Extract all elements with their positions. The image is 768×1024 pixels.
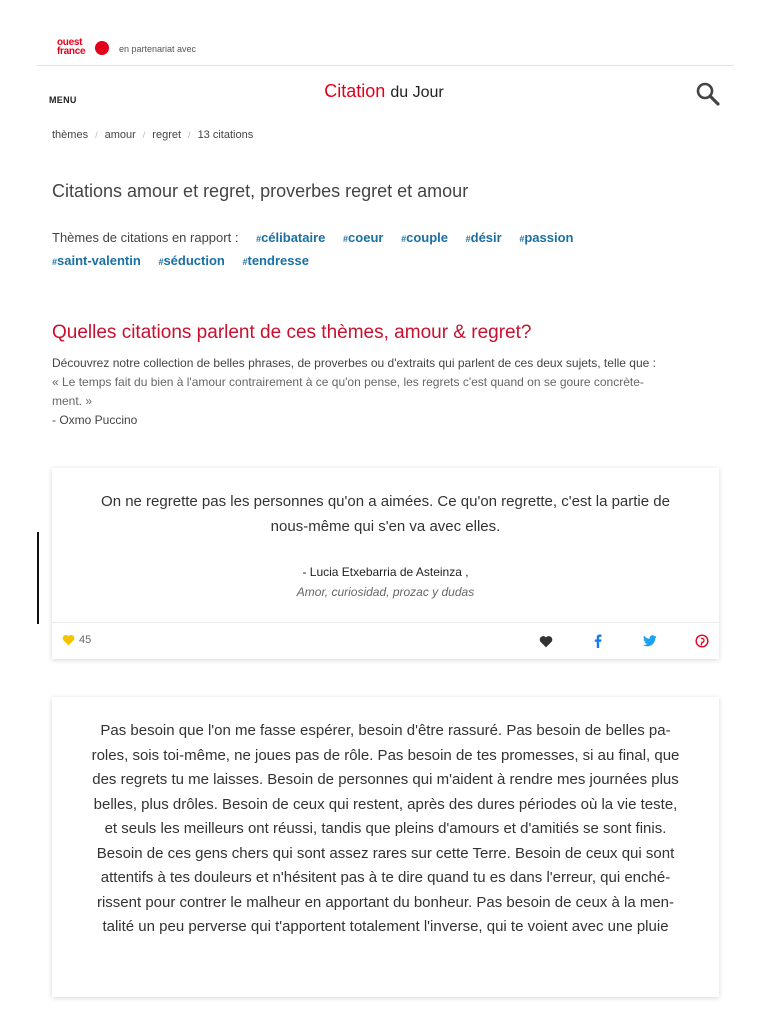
quote-line: et seuls les meilleurs ont réussi, tandis que pleins d'amours et d'amitiés se sont finis. <box>104 820 667 837</box>
quote-line: rissent pour contrer le malheur en apportant du bonheur. Pas besoin de ceux à la men- <box>96 893 675 911</box>
hash-icon: # <box>158 257 164 267</box>
hash-icon: # <box>401 234 407 244</box>
quote-card <box>52 468 719 659</box>
partner-text: en partenariat avec <box>119 44 197 54</box>
quote-line: des regrets tu me laisses. Besoin de personnes qui m'aident à rendre mes journées plus <box>92 771 679 788</box>
tag-label: célibataire <box>261 230 326 245</box>
pinterest-share-button[interactable] <box>694 633 710 649</box>
favorite-button[interactable] <box>538 633 554 649</box>
hash-icon: # <box>256 234 262 244</box>
tag-passion[interactable] <box>519 230 573 245</box>
menu-button[interactable]: MENU <box>49 95 77 105</box>
search-icon[interactable] <box>695 81 721 107</box>
hash-icon: # <box>242 257 248 267</box>
quote-line: nous-même qui s'en va avec elles. <box>270 517 501 535</box>
ouest-france-logo[interactable] <box>57 38 111 60</box>
logo-circle-icon <box>95 41 109 55</box>
example-quote-author: - Oxmo Puccino <box>52 413 138 427</box>
tag-seduction[interactable] <box>158 253 224 268</box>
hash-icon: # <box>465 234 471 244</box>
breadcrumb <box>52 129 253 141</box>
quote-line: belles, plus drôles. Besoin de ceux qui restent, après des dures périodes où la vie teste, <box>93 795 678 813</box>
quote-line: roles, sois toi-même, ne joues pas de rôle. Pas besoin de tes promesses, si au final, que <box>91 746 680 764</box>
tag-tendresse[interactable] <box>242 253 308 268</box>
section-intro <box>52 354 720 430</box>
quote-line: Pas besoin que l'on me fasse espérer, besoin d'être rassuré. Pas besoin de belles pa- <box>100 722 671 739</box>
tag-couple[interactable] <box>401 230 448 245</box>
example-quote-line: « Le temps fait du bien à l'amour contrairement à ce qu'on pense, les regrets c'est quand on se goure concrète- <box>52 375 644 389</box>
facebook-share-button[interactable] <box>590 633 606 649</box>
tag-label: désir <box>470 230 502 245</box>
logo-line-2: france <box>57 46 86 57</box>
partner-bar <box>37 30 734 66</box>
tag-label: passion <box>524 230 574 245</box>
like-count: 45 <box>79 634 92 646</box>
tag-celibataire[interactable] <box>256 230 325 245</box>
quote-line: Besoin de ces gens chers qui sont assez rares sur cette Terre. Besoin de ceux qui sont <box>96 844 675 862</box>
like-counter[interactable] <box>62 634 91 646</box>
quote-card-footer <box>52 622 719 659</box>
related-themes <box>52 227 712 273</box>
breadcrumb-regret[interactable]: regret <box>152 129 182 141</box>
tag-label: couple <box>406 230 448 245</box>
breadcrumb-separator: / <box>95 130 98 140</box>
quote-line: talité un peu perverse qui t'apportent totalement l'inverse, qui te voient avec une pluie <box>102 918 669 935</box>
quote-text <box>52 468 719 539</box>
breadcrumb-separator: / <box>142 130 146 140</box>
facebook-icon <box>593 634 603 648</box>
tag-coeur[interactable] <box>343 230 383 245</box>
site-title-citation: Citation <box>324 81 386 101</box>
hash-icon: # <box>343 234 349 244</box>
page-title: Citations amour et regret, proverbes regret et amour <box>52 181 469 201</box>
quote-text <box>52 697 719 940</box>
tag-saint-valentin[interactable] <box>52 253 141 268</box>
site-title[interactable] <box>0 81 768 102</box>
heart-icon <box>62 634 75 646</box>
twitter-icon <box>643 635 657 647</box>
heart-icon <box>539 635 553 648</box>
tag-label: coeur <box>348 230 384 245</box>
quote-line: attentifs à tes douleurs et n'hésitent pas à te dire quand tu es dans l'erreur, qui enché- <box>100 869 671 886</box>
site-title-du-jour: du Jour <box>390 84 444 101</box>
hash-icon: # <box>519 234 525 244</box>
tag-label: tendresse <box>247 253 309 268</box>
tag-label: séduction <box>163 253 225 268</box>
breadcrumb-amour[interactable]: amour <box>104 129 136 141</box>
example-quote-line: ment. » <box>52 394 93 408</box>
logo-line-1: ouest <box>57 37 83 48</box>
quote-author[interactable]: - Lucia Etxebarria de Asteinza , <box>302 565 469 579</box>
section-heading: Quelles citations parlent de ces thèmes, amour & regret? <box>52 322 532 343</box>
breadcrumb-count: 13 citations <box>197 129 254 141</box>
tag-label: saint-valentin <box>57 253 141 268</box>
scroll-marker <box>37 532 39 624</box>
quote-line: On ne regrette pas les personnes qu'on a aimées. Ce qu'on regrette, c'est la partie de <box>101 493 670 510</box>
section-intro-text: Découvrez notre collection de belles phrases, de proverbes ou d'extraits qui parlent de ces deux sujets, telle que : <box>52 356 656 370</box>
pinterest-icon <box>695 634 709 648</box>
breadcrumb-separator: / <box>188 130 191 140</box>
tag-desir[interactable] <box>466 230 502 245</box>
twitter-share-button[interactable] <box>642 633 658 649</box>
hash-icon: # <box>52 257 58 267</box>
quote-source: Amor, curiosidad, prozac y dudas <box>296 585 475 599</box>
breadcrumb-themes[interactable]: thèmes <box>52 129 89 141</box>
quote-card <box>52 697 719 997</box>
related-themes-label: Thèmes de citations en rapport : <box>52 230 239 245</box>
